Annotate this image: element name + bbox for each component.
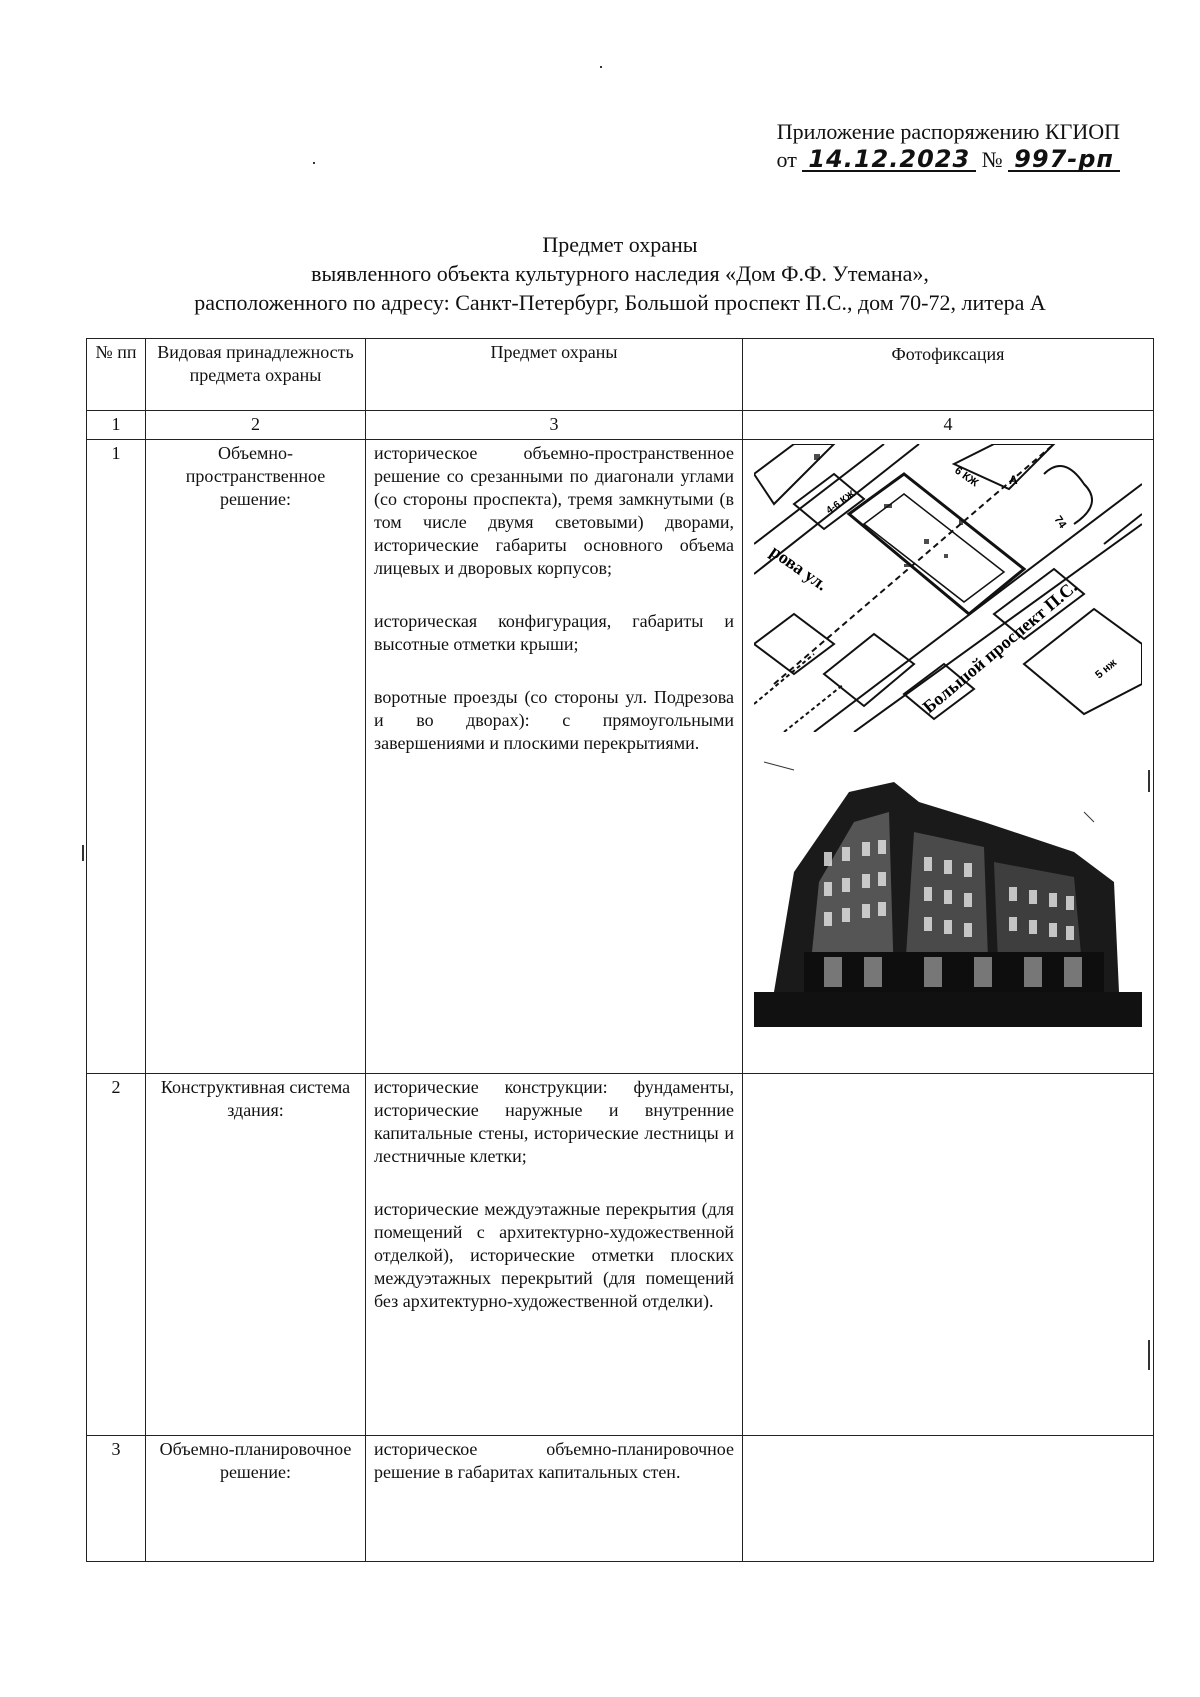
- building-photo: [754, 752, 1142, 1027]
- row-number: 1: [87, 440, 146, 1074]
- table-row: [87, 1074, 1154, 1436]
- col-number-2: 2: [146, 411, 366, 440]
- subject-paragraph: историческое объемно-пространственное решение со срезанными по диагонали углами (со стороны проспекта), тремя замкнутыми (в том числе двумя световыми) дворами, исторические габариты основного объема лицевых и дворовых корпусов;: [374, 443, 734, 578]
- title-line-2: выявленного объекта культурного наследия «Дом Ф.Ф. Утемана»,: [311, 261, 929, 286]
- table-header-row: [87, 339, 1154, 411]
- scan-speck: [1148, 1340, 1150, 1370]
- title-line-3: расположенного по адресу: Санкт-Петербург, Большой проспект П.С., дом 70-72, литера А: [194, 290, 1046, 315]
- appendix-date-line: [777, 146, 1120, 174]
- subject-paragraph: историческое объемно-планировочное решение в габаритах капитальных стен.: [374, 1439, 734, 1482]
- col-number-3: 3: [366, 411, 743, 440]
- scan-speck: [82, 845, 84, 861]
- order-date: 14.12.2023: [802, 148, 976, 172]
- row-subject: [366, 1074, 743, 1436]
- map-lot-label: А: [1009, 473, 1018, 487]
- row-subject: [366, 440, 743, 1074]
- map-street-label: Большой проспект П.С.: [918, 576, 1081, 718]
- subject-paragraph: исторические конструкции: фундаменты, исторические наружные и внутренние капитальные стены, исторические лестницы и лестничные клетки;: [374, 1077, 734, 1166]
- row-subject: [366, 1436, 743, 1562]
- header-subject: Предмет охраны: [366, 339, 743, 411]
- protection-table: [86, 338, 1154, 1562]
- table-row: [87, 440, 1154, 1074]
- subject-paragraph: исторические междуэтажные перекрытия (для помещений с архитектурно-художественной отделкой), исторические отметки плоских междуэтажных перекрытий (для помещений без архитектурно-художественной отделки).: [374, 1199, 734, 1311]
- map-lot-label: 74: [1051, 513, 1069, 531]
- appendix-title: Приложение распоряжению КГИОП: [776, 119, 1120, 144]
- row-photo: [743, 1074, 1154, 1436]
- appendix-header: [600, 118, 1120, 174]
- number-prefix: №: [981, 147, 1003, 172]
- scan-speck: [600, 66, 602, 68]
- row-category: Объемно-пространственное решение:: [146, 440, 366, 1074]
- row-photo: [743, 1436, 1154, 1562]
- photo-spacer: [747, 732, 1149, 752]
- order-number: 997-рп: [1008, 148, 1120, 172]
- header-photo: Фотофиксация: [743, 339, 1154, 411]
- column-number-row: [87, 411, 1154, 440]
- row-category: Объемно-планировочное решение:: [146, 1436, 366, 1562]
- row-photo: [743, 440, 1154, 1074]
- header-category: Видовая принадлежность предмета охраны: [146, 339, 366, 411]
- row-category: Конструктивная система здания:: [146, 1074, 366, 1436]
- date-prefix: от: [776, 147, 797, 172]
- scan-speck: [313, 162, 315, 164]
- header-num: № пп: [87, 339, 146, 411]
- map-lot-label: 6 КЖ: [952, 464, 981, 490]
- title-line-1: Предмет охраны: [542, 232, 698, 257]
- cadastral-map-image: [754, 444, 1142, 732]
- row-number: 3: [87, 1436, 146, 1562]
- table-row: [87, 1436, 1154, 1562]
- document-title: [120, 230, 1120, 317]
- col-number-1: 1: [87, 411, 146, 440]
- map-lot-label: 5 нж: [1093, 656, 1120, 682]
- map-lot-label: 4-6 КЖ: [824, 488, 858, 517]
- subject-paragraph: воротные проезды (со стороны ул. Подрезова и во дворах): с прямоугольными завершениями и плоскими перекрытиями.: [374, 687, 734, 753]
- scan-speck: [1148, 770, 1150, 792]
- col-number-4: 4: [743, 411, 1154, 440]
- row-number: 2: [87, 1074, 146, 1436]
- subject-paragraph: историческая конфигурация, габариты и высотные отметки крыши;: [374, 611, 734, 654]
- map-street-label: рова ул.: [766, 540, 832, 595]
